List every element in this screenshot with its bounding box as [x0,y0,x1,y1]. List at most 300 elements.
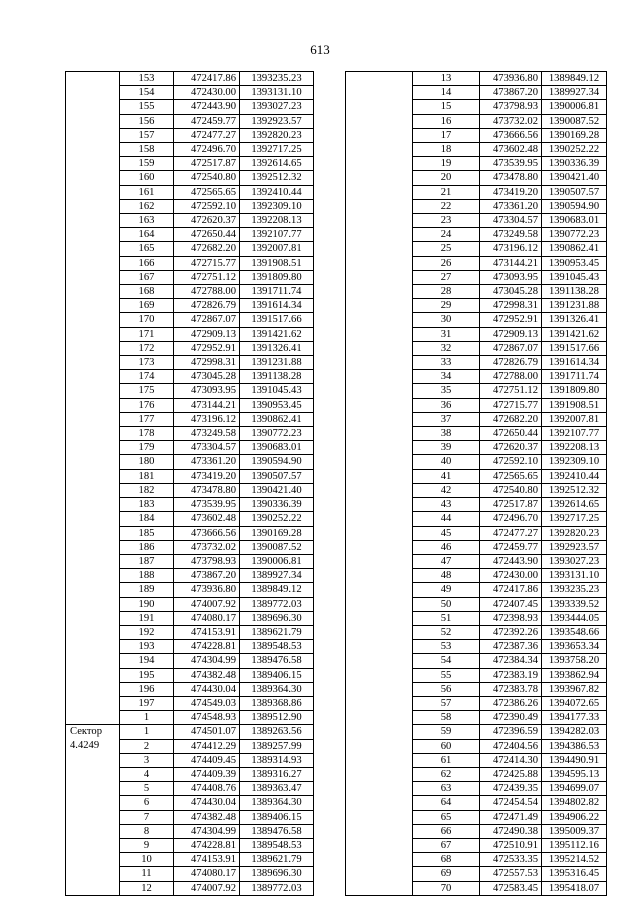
point-number: 167 [120,270,174,284]
x-coordinate: 474153.91 [174,625,240,639]
x-coordinate: 474080.17 [174,867,240,881]
point-number: 5 [120,782,174,796]
y-coordinate: 1389257.99 [240,739,314,753]
x-coordinate: 472998.31 [174,356,240,370]
x-coordinate: 474409.45 [174,753,240,767]
point-number: 191 [120,611,174,625]
y-coordinate: 1390006.81 [542,100,607,114]
x-coordinate: 472387.36 [480,640,542,654]
x-coordinate: 473093.95 [174,384,240,398]
y-coordinate: 1390772.23 [240,427,314,441]
y-coordinate: 1394386.53 [542,739,607,753]
x-coordinate: 473798.93 [480,100,542,114]
point-number: 196 [120,682,174,696]
y-coordinate: 1393339.52 [542,597,607,611]
y-coordinate: 1392717.25 [542,512,607,526]
y-coordinate: 1389316.27 [240,767,314,781]
point-number: 160 [120,171,174,185]
x-coordinate: 473539.95 [480,157,542,171]
point-number: 13 [413,72,480,86]
point-number: 169 [120,299,174,313]
y-coordinate: 1391908.51 [240,256,314,270]
point-number: 12 [120,881,174,895]
point-number: 194 [120,654,174,668]
point-number: 6 [120,796,174,810]
x-coordinate: 472565.65 [174,185,240,199]
y-coordinate: 1394906.22 [542,810,607,824]
y-coordinate: 1389263.56 [240,725,314,739]
x-coordinate: 474304.99 [174,654,240,668]
y-coordinate: 1393027.23 [542,554,607,568]
y-coordinate: 1392820.23 [542,526,607,540]
x-coordinate: 473666.56 [480,128,542,142]
point-number: 1 [120,725,174,739]
x-coordinate: 472396.59 [480,725,542,739]
point-number: 47 [413,554,480,568]
x-coordinate: 473249.58 [174,427,240,441]
y-coordinate: 1393027.23 [240,100,314,114]
point-number: 38 [413,427,480,441]
point-number: 195 [120,668,174,682]
point-number: 182 [120,483,174,497]
x-coordinate: 472715.77 [480,398,542,412]
y-coordinate: 1393548.66 [542,625,607,639]
y-coordinate: 1390421.40 [542,171,607,185]
point-number: 22 [413,199,480,213]
x-coordinate: 472533.35 [480,853,542,867]
y-coordinate: 1389476.58 [240,824,314,838]
y-coordinate: 1390772.23 [542,228,607,242]
x-coordinate: 472751.12 [174,270,240,284]
x-coordinate: 472826.79 [174,299,240,313]
point-number: 162 [120,199,174,213]
y-coordinate: 1391711.74 [240,285,314,299]
y-coordinate: 1391908.51 [542,398,607,412]
y-coordinate: 1391231.88 [240,356,314,370]
point-number: 40 [413,455,480,469]
y-coordinate: 1391614.34 [542,356,607,370]
x-coordinate: 472620.37 [174,214,240,228]
y-coordinate: 1393131.10 [240,86,314,100]
x-coordinate: 472390.49 [480,711,542,725]
y-coordinate: 1394177.33 [542,711,607,725]
x-coordinate: 473798.93 [174,554,240,568]
point-number: 52 [413,625,480,639]
point-number: 53 [413,640,480,654]
point-number: 185 [120,526,174,540]
y-coordinate: 1389548.53 [240,640,314,654]
x-coordinate: 472517.87 [174,157,240,171]
y-coordinate: 1392309.10 [240,199,314,213]
x-coordinate: 472443.90 [480,554,542,568]
point-number: 43 [413,498,480,512]
x-coordinate: 474549.03 [174,696,240,710]
point-number: 197 [120,696,174,710]
x-coordinate: 472477.27 [480,526,542,540]
point-number: 67 [413,838,480,852]
point-number: 166 [120,256,174,270]
x-coordinate: 473045.28 [174,370,240,384]
y-coordinate: 1392107.77 [542,427,607,441]
y-coordinate: 1391809.80 [240,270,314,284]
y-coordinate: 1393444.05 [542,611,607,625]
y-coordinate: 1390683.01 [542,214,607,228]
x-coordinate: 474228.81 [174,640,240,654]
y-coordinate: 1393653.34 [542,640,607,654]
point-number: 163 [120,214,174,228]
y-coordinate: 1392208.13 [542,441,607,455]
point-number: 55 [413,668,480,682]
y-coordinate: 1391326.41 [542,313,607,327]
y-coordinate: 1394595.13 [542,767,607,781]
y-coordinate: 1392512.32 [240,171,314,185]
point-number: 8 [120,824,174,838]
y-coordinate: 1389696.30 [240,611,314,625]
x-coordinate: 472909.13 [174,327,240,341]
point-number: 10 [120,853,174,867]
table-row [66,725,314,739]
y-coordinate: 1390594.90 [542,199,607,213]
point-number: 66 [413,824,480,838]
point-number: 3 [120,753,174,767]
y-coordinate: 1390252.22 [240,512,314,526]
point-number: 51 [413,611,480,625]
x-coordinate: 472715.77 [174,256,240,270]
y-coordinate: 1391517.66 [542,341,607,355]
x-coordinate: 472430.00 [174,86,240,100]
x-coordinate: 472682.20 [174,242,240,256]
y-coordinate: 1390087.52 [240,540,314,554]
point-number: 154 [120,86,174,100]
point-number: 42 [413,483,480,497]
y-coordinate: 1392923.57 [542,540,607,554]
point-number: 192 [120,625,174,639]
y-coordinate: 1393758.20 [542,654,607,668]
x-coordinate: 472510.91 [480,838,542,852]
point-number: 188 [120,569,174,583]
y-coordinate: 1392410.44 [240,185,314,199]
point-number: 31 [413,327,480,341]
x-coordinate: 474412.29 [174,739,240,753]
y-coordinate: 1389621.79 [240,625,314,639]
x-coordinate: 472414.30 [480,753,542,767]
x-coordinate: 473936.80 [480,72,542,86]
point-number: 183 [120,498,174,512]
point-number: 17 [413,128,480,142]
point-number: 70 [413,881,480,895]
point-number: 193 [120,640,174,654]
x-coordinate: 472952.91 [174,341,240,355]
point-number: 39 [413,441,480,455]
y-coordinate: 1391711.74 [542,370,607,384]
y-coordinate: 1393862.94 [542,668,607,682]
y-coordinate: 1390862.41 [240,412,314,426]
y-coordinate: 1389476.58 [240,654,314,668]
y-coordinate: 1392309.10 [542,455,607,469]
point-number: 18 [413,143,480,157]
y-coordinate: 1389849.12 [240,583,314,597]
point-number: 60 [413,739,480,753]
y-coordinate: 1390252.22 [542,143,607,157]
x-coordinate: 473196.12 [174,412,240,426]
y-coordinate: 1395009.37 [542,824,607,838]
x-coordinate: 472952.91 [480,313,542,327]
y-coordinate: 1389696.30 [240,867,314,881]
x-coordinate: 472384.34 [480,654,542,668]
x-coordinate: 473867.20 [174,569,240,583]
x-coordinate: 472443.90 [174,100,240,114]
x-coordinate: 473419.20 [480,185,542,199]
point-number: 180 [120,455,174,469]
sector-cell [66,72,120,725]
point-number: 68 [413,853,480,867]
x-coordinate: 472517.87 [480,498,542,512]
x-coordinate: 472496.70 [480,512,542,526]
x-coordinate: 473602.48 [480,143,542,157]
point-number: 7 [120,810,174,824]
point-number: 15 [413,100,480,114]
page-number: 613 [310,42,330,57]
x-coordinate: 472592.10 [480,455,542,469]
point-number: 153 [120,72,174,86]
x-coordinate: 472867.07 [174,313,240,327]
x-coordinate: 473732.02 [480,114,542,128]
x-coordinate: 472788.00 [480,370,542,384]
x-coordinate: 472650.44 [480,427,542,441]
x-coordinate: 474228.81 [174,838,240,852]
point-number: 181 [120,469,174,483]
x-coordinate: 473144.21 [480,256,542,270]
y-coordinate: 1389927.34 [240,569,314,583]
x-coordinate: 473144.21 [174,398,240,412]
point-number: 65 [413,810,480,824]
point-number: 172 [120,341,174,355]
y-coordinate: 1393967.82 [542,682,607,696]
x-coordinate: 472620.37 [480,441,542,455]
point-number: 45 [413,526,480,540]
point-number: 178 [120,427,174,441]
point-number: 161 [120,185,174,199]
point-number: 33 [413,356,480,370]
x-coordinate: 472826.79 [480,356,542,370]
sector-cell [66,725,120,895]
point-number: 30 [413,313,480,327]
x-coordinate: 472459.77 [174,114,240,128]
x-coordinate: 473478.80 [174,483,240,497]
x-coordinate: 472998.31 [480,299,542,313]
x-coordinate: 472592.10 [174,199,240,213]
y-coordinate: 1394072.65 [542,696,607,710]
x-coordinate: 472557.53 [480,867,542,881]
point-number: 21 [413,185,480,199]
x-coordinate: 474080.17 [174,611,240,625]
point-number: 62 [413,767,480,781]
point-number: 1 [120,711,174,725]
point-number: 61 [413,753,480,767]
point-number: 187 [120,554,174,568]
y-coordinate: 1389772.03 [240,881,314,895]
point-number: 44 [413,512,480,526]
sector-label: Сектор [70,726,102,738]
y-coordinate: 1389314.93 [240,753,314,767]
x-coordinate: 472454.54 [480,796,542,810]
point-number: 48 [413,569,480,583]
y-coordinate: 1390953.45 [240,398,314,412]
point-number: 46 [413,540,480,554]
y-coordinate: 1392614.65 [542,498,607,512]
point-number: 175 [120,384,174,398]
point-number: 25 [413,242,480,256]
point-number: 174 [120,370,174,384]
x-coordinate: 472459.77 [480,540,542,554]
x-coordinate: 473304.57 [174,441,240,455]
y-coordinate: 1390169.28 [542,128,607,142]
y-coordinate: 1392820.23 [240,128,314,142]
y-coordinate: 1390953.45 [542,256,607,270]
point-number: 184 [120,512,174,526]
y-coordinate: 1389772.03 [240,597,314,611]
sector-cell [346,72,413,896]
point-number: 24 [413,228,480,242]
x-coordinate: 472439.35 [480,782,542,796]
x-coordinate: 472430.00 [480,569,542,583]
x-coordinate: 472425.88 [480,767,542,781]
x-coordinate: 473732.02 [174,540,240,554]
point-number: 168 [120,285,174,299]
x-coordinate: 474548.93 [174,711,240,725]
x-coordinate: 473419.20 [174,469,240,483]
y-coordinate: 1392107.77 [240,228,314,242]
y-coordinate: 1391421.62 [240,327,314,341]
y-coordinate: 1391614.34 [240,299,314,313]
y-coordinate: 1389406.15 [240,810,314,824]
x-coordinate: 474304.99 [174,824,240,838]
x-coordinate: 472392.26 [480,625,542,639]
x-coordinate: 473666.56 [174,526,240,540]
x-coordinate: 472407.45 [480,597,542,611]
y-coordinate: 1391517.66 [240,313,314,327]
x-coordinate: 473045.28 [480,285,542,299]
y-coordinate: 1393235.23 [240,72,314,86]
point-number: 63 [413,782,480,796]
x-coordinate: 472383.19 [480,668,542,682]
y-coordinate: 1389621.79 [240,853,314,867]
x-coordinate: 474430.04 [174,682,240,696]
point-number: 35 [413,384,480,398]
y-coordinate: 1395316.45 [542,867,607,881]
point-number: 176 [120,398,174,412]
x-coordinate: 472417.86 [480,583,542,597]
x-coordinate: 472540.80 [480,483,542,497]
point-number: 2 [120,739,174,753]
y-coordinate: 1392717.25 [240,143,314,157]
x-coordinate: 473361.20 [480,199,542,213]
point-number: 4 [120,767,174,781]
point-number: 159 [120,157,174,171]
x-coordinate: 472909.13 [480,327,542,341]
point-number: 49 [413,583,480,597]
y-coordinate: 1391138.28 [542,285,607,299]
y-coordinate: 1390421.40 [240,483,314,497]
point-number: 186 [120,540,174,554]
x-coordinate: 473093.95 [480,270,542,284]
y-coordinate: 1391045.43 [542,270,607,284]
point-number: 173 [120,356,174,370]
x-coordinate: 474430.04 [174,796,240,810]
x-coordinate: 472540.80 [174,171,240,185]
x-coordinate: 474409.39 [174,767,240,781]
x-coordinate: 473304.57 [480,214,542,228]
y-coordinate: 1392007.81 [542,412,607,426]
point-number: 69 [413,867,480,881]
y-coordinate: 1389364.30 [240,796,314,810]
x-coordinate: 473867.20 [480,86,542,100]
point-number: 170 [120,313,174,327]
point-number: 189 [120,583,174,597]
x-coordinate: 472565.65 [480,469,542,483]
y-coordinate: 1389368.86 [240,696,314,710]
y-coordinate: 1390169.28 [240,526,314,540]
x-coordinate: 472471.49 [480,810,542,824]
point-number: 158 [120,143,174,157]
y-coordinate: 1393235.23 [542,583,607,597]
x-coordinate: 474501.07 [174,725,240,739]
y-coordinate: 1391231.88 [542,299,607,313]
y-coordinate: 1395112.16 [542,838,607,852]
y-coordinate: 1389406.15 [240,668,314,682]
y-coordinate: 1391326.41 [240,341,314,355]
x-coordinate: 472867.07 [480,341,542,355]
point-number: 164 [120,228,174,242]
y-coordinate: 1390087.52 [542,114,607,128]
coordinates-table-right [345,71,607,896]
y-coordinate: 1394282.03 [542,725,607,739]
point-number: 59 [413,725,480,739]
sector-number: 4.4249 [70,739,100,751]
y-coordinate: 1394699.07 [542,782,607,796]
y-coordinate: 1390862.41 [542,242,607,256]
point-number: 23 [413,214,480,228]
x-coordinate: 474382.48 [174,810,240,824]
x-coordinate: 472386.26 [480,696,542,710]
y-coordinate: 1392410.44 [542,469,607,483]
y-coordinate: 1391421.62 [542,327,607,341]
x-coordinate: 474153.91 [174,853,240,867]
y-coordinate: 1389363.47 [240,782,314,796]
x-coordinate: 474007.92 [174,881,240,895]
point-number: 50 [413,597,480,611]
x-coordinate: 472682.20 [480,412,542,426]
x-coordinate: 472404.56 [480,739,542,753]
y-coordinate: 1392007.81 [240,242,314,256]
point-number: 20 [413,171,480,185]
point-number: 54 [413,654,480,668]
x-coordinate: 472417.86 [174,72,240,86]
x-coordinate: 472650.44 [174,228,240,242]
y-coordinate: 1392208.13 [240,214,314,228]
y-coordinate: 1390507.57 [542,185,607,199]
point-number: 19 [413,157,480,171]
x-coordinate: 474382.48 [174,668,240,682]
point-number: 58 [413,711,480,725]
point-number: 36 [413,398,480,412]
y-coordinate: 1390594.90 [240,455,314,469]
point-number: 11 [120,867,174,881]
point-number: 16 [413,114,480,128]
x-coordinate: 472490.38 [480,824,542,838]
x-coordinate: 473478.80 [480,171,542,185]
x-coordinate: 472583.45 [480,881,542,895]
